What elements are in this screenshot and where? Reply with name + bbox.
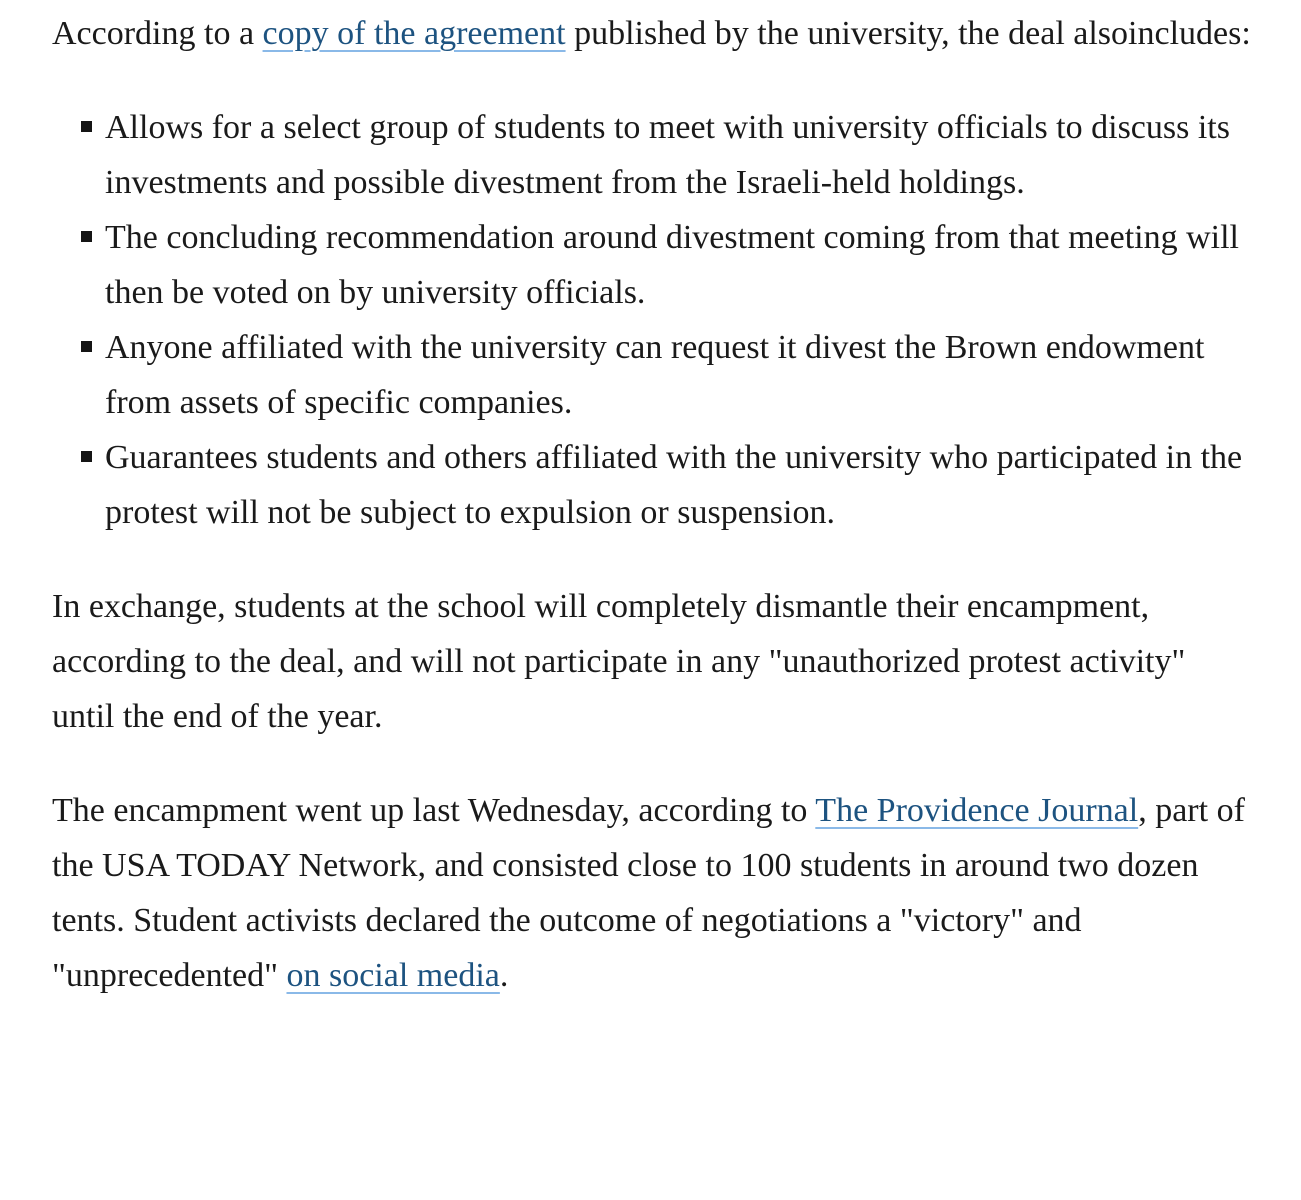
text-run: Guarantees students and others affiliated with the university who participated in the protest will not be subject to expulsion or suspension. — [105, 439, 1243, 531]
paragraph — [52, 783, 1255, 1003]
text-run: , part of the USA TODAY Network, and consisted close to 100 students in around two dozen tents. Student activists declared the outcome of negotiations a "victory" and "unprecedented" — [52, 792, 1245, 994]
text-run: In exchange, students at the school will completely dismantle their encampment, according to the deal, and will not participate in any "unauthorized protest activity" until the end of the year. — [52, 588, 1186, 735]
text-run: . — [499, 957, 509, 994]
text-run: The encampment went up last Wednesday, according to — [52, 792, 816, 829]
list-item — [105, 430, 1255, 540]
text-run: published by the university, the deal alsoincludes: — [565, 15, 1251, 52]
list-item — [105, 100, 1255, 210]
paragraph — [52, 6, 1255, 61]
providence-journal-link[interactable]: The Providence Journal — [815, 792, 1139, 829]
text-run: Allows for a select group of students to meet with university officials to discuss its investments and possible divestment from the Israeli-held holdings. — [105, 109, 1230, 201]
bullet-list — [52, 100, 1255, 540]
paragraph — [52, 579, 1255, 744]
list-item — [105, 320, 1255, 430]
text-run: The concluding recommendation around divestment coming from that meeting will then be voted on by university officials. — [105, 219, 1239, 311]
text-run: According to a — [52, 15, 263, 52]
social-media-link[interactable]: on social media — [286, 957, 500, 994]
list-item — [105, 210, 1255, 320]
copy-of-agreement-link[interactable]: copy of the agreement — [262, 15, 566, 52]
text-run: Anyone affiliated with the university can request it divest the Brown endowment from assets of specific companies. — [105, 329, 1205, 421]
